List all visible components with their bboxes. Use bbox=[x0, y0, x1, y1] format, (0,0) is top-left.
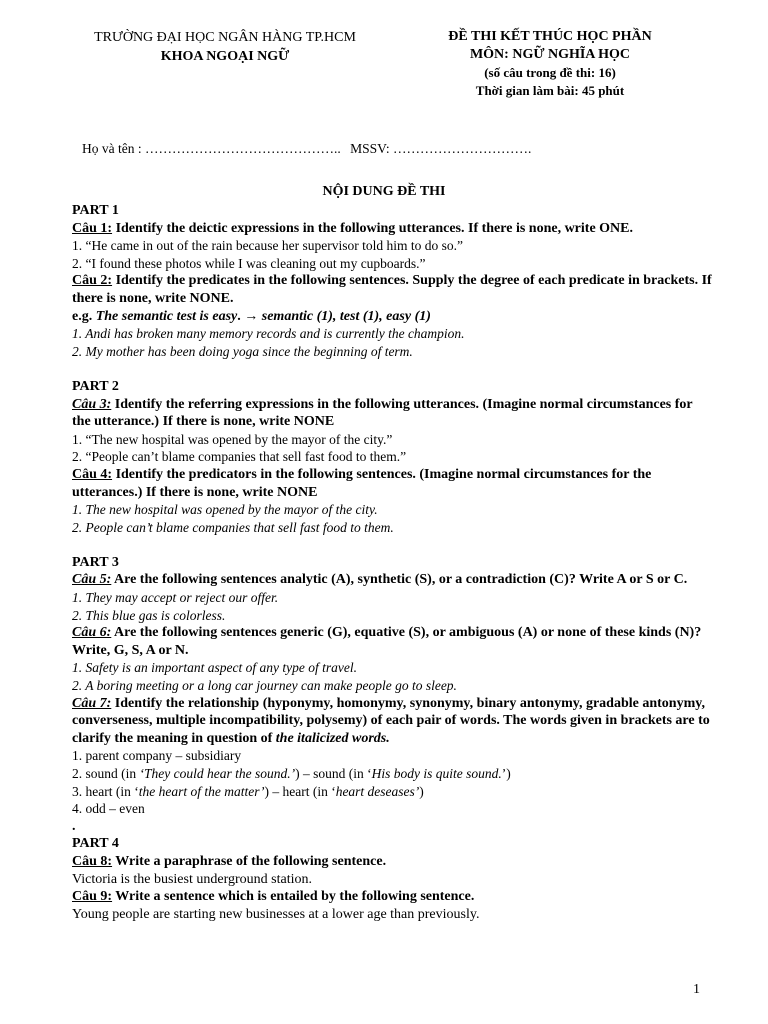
item-text-italic: heart deseases’ bbox=[335, 783, 420, 799]
item-text-italic: His body is quite sound. bbox=[371, 766, 502, 781]
question-7-text-italic: the italicized words. bbox=[275, 730, 390, 746]
exam-title: ĐỀ THI KẾT THÚC HỌC PHẦN bbox=[448, 29, 652, 44]
question-8-sentence: Victoria is the busiest underground station. bbox=[72, 871, 312, 887]
faculty-name: KHOA NGOẠI NGỮ bbox=[160, 49, 290, 64]
subject: MÔN: NGỮ NGHĨA HỌC bbox=[469, 47, 631, 62]
part1-heading: PART 1 bbox=[72, 203, 119, 218]
question-9-sentence: Young people are starting new businesses at a lower age than previously. bbox=[72, 906, 480, 922]
stray-dot: . bbox=[72, 818, 76, 834]
list-item: 1. “He came in out of the rain because her supervisor told him to do so.” bbox=[72, 238, 464, 254]
question-1-text: Identify the deictic expressions in the following utterances. If there is none, write ONE. bbox=[112, 220, 634, 236]
part4-heading: PART 4 bbox=[72, 836, 119, 852]
question-7-label: Câu 7: bbox=[72, 695, 112, 711]
list-item: 4. odd – even bbox=[72, 801, 145, 817]
list-item: 1. Andi has broken many memory records and is currently the champion. bbox=[72, 326, 465, 342]
item-text: ’) bbox=[501, 766, 511, 781]
list-item bbox=[72, 783, 712, 801]
question-9-label: Câu 9: bbox=[72, 889, 113, 905]
question-4-text: Identify the predicators in the following sentences. (Imagine normal circumstances for the utterances.) If there is none, write NONE bbox=[72, 466, 652, 500]
example-arrow: . → bbox=[237, 308, 262, 324]
header-left bbox=[80, 28, 370, 66]
list-item bbox=[72, 765, 712, 783]
question-1 bbox=[72, 220, 712, 238]
question-6-label: Câu 6: bbox=[72, 625, 112, 641]
question-8-text: Write a paraphrase of the following sentence. bbox=[112, 853, 387, 869]
list-item: 2. People can’t blame companies that sell fast food to them. bbox=[72, 519, 394, 535]
question-5-label: Câu 5: bbox=[72, 572, 112, 588]
question-4-label: Câu 4: bbox=[72, 466, 113, 482]
example-sentence: The semantic test is easy bbox=[95, 308, 238, 324]
list-item: 1. “The new hospital was opened by the mayor of the city.” bbox=[72, 431, 393, 447]
question-3-label: Câu 3: bbox=[72, 396, 112, 412]
part3-heading: PART 3 bbox=[72, 554, 119, 570]
question-9-text: Write a sentence which is entailed by the following sentence. bbox=[112, 889, 475, 905]
item-text: 3. heart (in ‘ bbox=[72, 783, 139, 799]
page-number: 1 bbox=[693, 982, 700, 997]
question-7-text: Identify the relationship (hyponymy, homonymy, synonymy, binary antonymy, gradable antonymy, converseness, multiple incompatibility, polysemy) of each pair of words. The words given in brackets are to clarify the meaning in question of bbox=[72, 695, 710, 746]
item-text: ) – heart (in ‘ bbox=[264, 783, 336, 799]
question-2 bbox=[72, 272, 712, 307]
question-6-text: Are the following sentences generic (G), equative (S), or ambiguous (A) or none of these kinds (N)? Write, G, S, A or N. bbox=[72, 625, 702, 658]
school-name: TRƯỜNG ĐẠI HỌC NGÂN HÀNG TP.HCM bbox=[94, 30, 356, 45]
question-3 bbox=[72, 396, 712, 431]
list-item: 2. “People can’t blame companies that sell fast food to them.” bbox=[72, 449, 407, 465]
student-id-field: MSSV: …………………………. bbox=[350, 141, 532, 156]
question-8 bbox=[72, 853, 712, 871]
question-5 bbox=[72, 571, 712, 589]
example-prefix: e.g. bbox=[72, 308, 96, 324]
list-item: 2. My mother has been doing yoga since the beginning of term. bbox=[72, 343, 413, 359]
item-text: 2. sound (in bbox=[72, 766, 140, 781]
list-item: 1. The new hospital was opened by the mayor of the city. bbox=[72, 502, 378, 518]
list-item: 2. “I found these photos while I was cleaning out my cupboards.” bbox=[72, 255, 426, 271]
student-info-line bbox=[82, 141, 531, 157]
question-9 bbox=[72, 888, 712, 906]
list-item: 1. They may accept or reject our offer. bbox=[72, 590, 279, 606]
item-text-italic: ‘They could hear the sound.’ bbox=[139, 766, 296, 781]
question-4 bbox=[72, 466, 712, 501]
question-8-label: Câu 8: bbox=[72, 853, 113, 869]
item-text: ) – sound (in ‘ bbox=[295, 766, 372, 781]
question-7 bbox=[72, 695, 712, 748]
question-2-text: Identify the predicates in the following sentences. Supply the degree of each predicate in brackets. If there is none, write NONE. bbox=[72, 273, 712, 306]
item-text: ) bbox=[419, 783, 424, 799]
question-2-label: Câu 2: bbox=[72, 273, 113, 289]
list-item: 2. This blue gas is colorless. bbox=[72, 607, 226, 623]
duration: Thời gian làm bài: 45 phút bbox=[475, 83, 625, 98]
question-6 bbox=[72, 624, 712, 659]
part2-heading: PART 2 bbox=[72, 378, 119, 394]
item-text-italic: the heart of the matter’ bbox=[138, 783, 265, 799]
student-name-field: Họ và tên : …………………………………….. bbox=[82, 141, 341, 156]
question-3-text: Identify the referring expressions in the following utterances. (Imagine normal circumstances for the utterance.) If there is none, write NONE bbox=[72, 396, 693, 430]
example-line bbox=[72, 308, 712, 326]
page-title: NỘI DUNG ĐỀ THI bbox=[322, 184, 446, 199]
question-count: (số câu trong đề thi: 16) bbox=[484, 65, 616, 80]
list-item: 1. Safety is an important aspect of any type of travel. bbox=[72, 660, 357, 676]
question-1-label: Câu 1: bbox=[72, 220, 113, 236]
list-item: 2. A boring meeting or a long car journey can make people go to sleep. bbox=[72, 678, 457, 694]
list-item: 1. parent company – subsidiary bbox=[72, 748, 242, 764]
example-answer: semantic (1), test (1), easy (1) bbox=[261, 308, 431, 324]
header-right bbox=[430, 28, 670, 100]
question-5-text: Are the following sentences analytic (A), synthetic (S), or a contradiction (C)? Write A or S or C. bbox=[111, 572, 688, 588]
exam-content bbox=[72, 202, 712, 923]
